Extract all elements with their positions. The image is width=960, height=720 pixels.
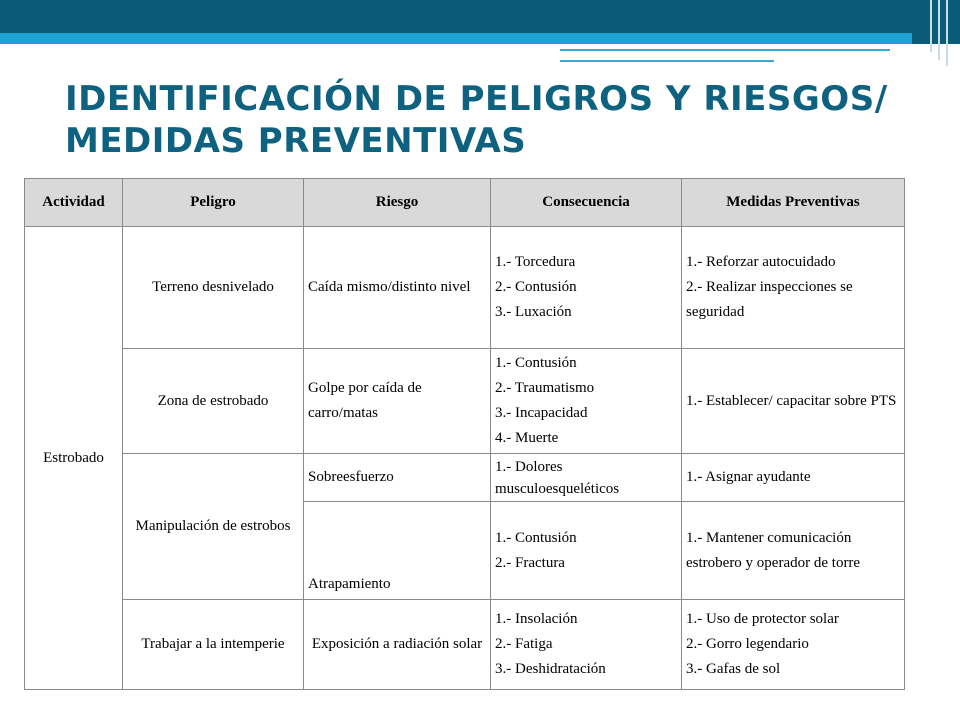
cell-consecuencia: [491, 227, 682, 349]
slide-title-line-1: IDENTIFICACIÓN DE PELIGROS Y RIESGOS/: [65, 79, 888, 119]
header-band-dark: [0, 0, 960, 33]
header-medidas: Medidas Preventivas: [682, 179, 905, 227]
cell-riesgo: Golpe por caída de carro/matas: [304, 349, 491, 454]
medida-item: 3.- Gafas de sol: [686, 661, 781, 677]
medida-item: 1.- Mantener comunicación estrobero y operador de torre: [686, 529, 861, 571]
cell-consecuencia: [491, 349, 682, 454]
consecuencia-item: 4.- Muerte: [495, 430, 559, 446]
header-peligro: Peligro: [123, 179, 304, 227]
cell-riesgo: Sobreesfuerzo: [304, 454, 491, 502]
medida-item: 1.- Reforzar autocuidado: [686, 254, 836, 270]
cell-medidas: [682, 502, 905, 600]
consecuencia-item: 2.- Fractura: [495, 554, 565, 571]
table-row: [25, 600, 905, 690]
medida-item: 1.- Establecer/ capacitar sobre PTS: [686, 392, 897, 409]
consecuencia-item: 2.- Fatiga: [495, 636, 553, 652]
hazard-table: [24, 178, 905, 690]
medida-item: 1.- Asignar ayudante: [686, 469, 811, 485]
cell-actividad: Estrobado: [25, 227, 123, 690]
cell-consecuencia: [491, 502, 682, 600]
header-riesgo: Riesgo: [304, 179, 491, 227]
header-vline-3: [946, 0, 948, 66]
cell-peligro: Terreno desnivelado: [123, 227, 304, 349]
cell-medidas: [682, 349, 905, 454]
header-band-right: [912, 0, 960, 44]
consecuencia-item: 1.- Dolores musculoesqueléticos: [495, 458, 620, 497]
consecuencia-item: 1.- Insolación: [495, 611, 578, 627]
cell-riesgo: Atrapamiento: [304, 502, 491, 600]
slide-title-line-2: MEDIDAS PREVENTIVAS: [65, 121, 527, 161]
consecuencia-item: 3.- Incapacidad: [495, 405, 588, 421]
cell-peligro: Zona de estrobado: [123, 349, 304, 454]
cell-riesgo: Exposición a radiación solar: [304, 600, 491, 690]
consecuencia-item: 1.- Torcedura: [495, 254, 576, 270]
table-row: [25, 454, 905, 502]
header-consecuencia: Consecuencia: [491, 179, 682, 227]
header-vline-1: [930, 0, 932, 52]
consecuencia-item: 2.- Contusión: [495, 279, 577, 295]
table-row: [25, 227, 905, 349]
consecuencia-item: 1.- Contusión: [495, 355, 577, 371]
consecuencia-item: 3.- Deshidratación: [495, 661, 606, 677]
cell-medidas: [682, 454, 905, 502]
table-header-row: [25, 179, 905, 227]
cell-consecuencia: [491, 454, 682, 502]
cell-peligro: Trabajar a la intemperie: [123, 600, 304, 690]
header-thin-line-2: [560, 60, 774, 62]
consecuencia-item: 2.- Traumatismo: [495, 380, 595, 396]
header-band-light: [0, 33, 930, 44]
header-actividad: Actividad: [25, 179, 123, 227]
header-vline-2: [938, 0, 940, 60]
cell-peligro: Manipulación de estrobos: [123, 454, 304, 600]
header-thin-line-1: [560, 49, 890, 51]
medida-item: 2.- Realizar inspecciones se seguridad: [686, 279, 853, 320]
consecuencia-item: 1.- Contusión: [495, 529, 577, 546]
cell-medidas: [682, 600, 905, 690]
consecuencia-item: 3.- Luxación: [495, 304, 572, 320]
medida-item: 1.- Uso de protector solar: [686, 611, 839, 627]
cell-riesgo: Caída mismo/distinto nivel: [304, 227, 491, 349]
cell-medidas: [682, 227, 905, 349]
slide-title: [65, 78, 888, 162]
medida-item: 2.- Gorro legendario: [686, 636, 809, 652]
cell-consecuencia: [491, 600, 682, 690]
table-row: [25, 349, 905, 454]
